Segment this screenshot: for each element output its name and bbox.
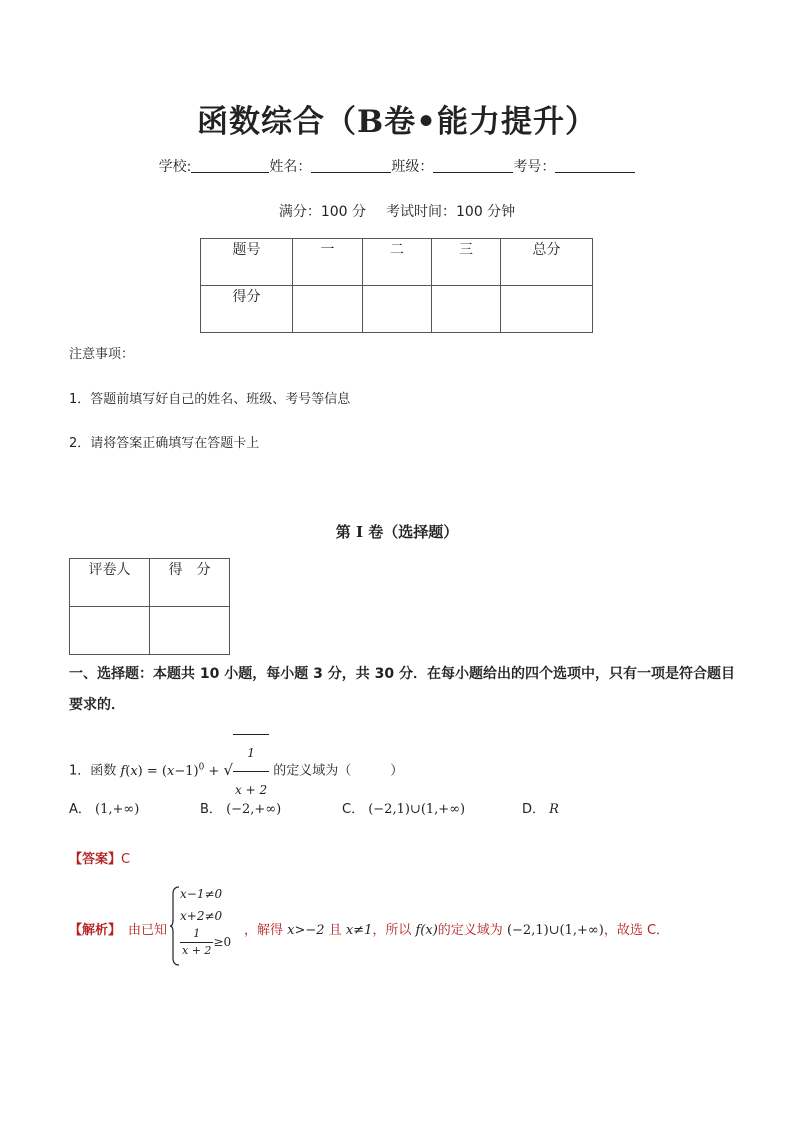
score-cell	[363, 286, 432, 333]
question1-formula: $f(x) = (x-1)^0$ + √ $\frac{1}{x + 2}$	[120, 764, 269, 779]
score-table-score-row	[201, 286, 593, 333]
class-blank	[433, 158, 513, 173]
explain-cond2: x≠1	[345, 923, 373, 938]
explain-result: (−2,1)∪(1,+∞)	[506, 923, 604, 938]
condition-system	[180, 886, 231, 959]
explain-and: 且	[328, 923, 342, 938]
grader-header-cell: 得 分	[150, 559, 230, 607]
explain-end: ，故选 C．	[603, 923, 670, 938]
condition-3: $\frac{1}{x + 2}$ ≥0	[182, 927, 232, 957]
grader-header-cell: 评卷人	[70, 559, 150, 607]
score-table-header-cell: 三	[432, 239, 501, 286]
school-blank	[191, 158, 269, 173]
explain-lead: 由已知	[128, 923, 168, 938]
option-a[interactable]	[69, 798, 139, 817]
grader-table-blank-row	[70, 607, 230, 655]
score-table-header-cell: 总分	[501, 239, 593, 286]
option-label: C．	[342, 802, 365, 817]
exam-time: 考试时间：100 分钟	[386, 204, 516, 220]
exam-number-blank	[555, 158, 635, 173]
grader-table	[69, 558, 230, 655]
school-label: 学校:	[158, 159, 192, 175]
explain-so: ，所以	[372, 923, 412, 938]
answer-value: C	[121, 852, 131, 867]
option-text: (−2,1)∪(1,+∞)	[368, 802, 466, 817]
score-cell	[501, 286, 593, 333]
score-table-header-cell: 一	[293, 239, 363, 286]
option-text: (−2,+∞)	[226, 802, 282, 817]
option-label: B．	[200, 802, 222, 817]
section-title: 第 I 卷（选择题）	[335, 523, 459, 541]
score-table-header-row	[201, 239, 593, 286]
notice-item: 2．请将答案正确填写在答题卡上	[69, 436, 260, 451]
explain-domain: 的定义域为	[437, 923, 503, 938]
explain-body	[244, 919, 669, 938]
notice-title: 注意事项：	[69, 347, 135, 362]
explain-fx: f(x)	[415, 923, 438, 938]
part1-instruction-line1: 一、选择题：本题共 10 小题，每小题 3 分，共 30 分．在每小题给出的四个选项中，只有一项是符合题目	[69, 666, 735, 682]
condition-1: x−1≠0	[180, 887, 223, 901]
notice-item: 1．答题前填写好自己的姓名、班级、考号等信息	[69, 392, 351, 407]
grader-blank-cell	[150, 607, 230, 655]
option-b[interactable]	[200, 798, 281, 817]
option-text: (1,+∞)	[95, 802, 140, 817]
explain-label: 【解析】	[69, 923, 122, 938]
score-table-header-cell: 二	[363, 239, 432, 286]
answer-label: 【答案】	[69, 852, 122, 867]
option-label: A．	[69, 802, 91, 817]
student-info-line	[0, 156, 794, 176]
score-cell	[293, 286, 363, 333]
name-blank	[311, 158, 391, 173]
condition-2: x+2≠0	[180, 909, 223, 923]
score-row-label: 得分	[201, 286, 293, 333]
grader-table-header-row	[70, 559, 230, 607]
score-table-header-cell: 题号	[201, 239, 293, 286]
exam-number-label: 考号：	[513, 159, 556, 175]
part1-instruction-line2: 要求的．	[69, 697, 125, 713]
option-d[interactable]	[522, 798, 559, 817]
option-text: R	[549, 802, 559, 817]
class-label: 班级：	[391, 159, 434, 175]
answer-line	[69, 848, 130, 867]
full-score: 满分：100 分	[278, 204, 366, 220]
score-cell	[432, 286, 501, 333]
name-label: 姓名：	[269, 159, 312, 175]
page-title: 函数综合（B卷•能力提升）	[196, 104, 597, 140]
option-label: D．	[522, 802, 546, 817]
question1-suffix: 的定义域为（ ）	[273, 763, 404, 779]
grader-blank-cell	[70, 607, 150, 655]
explain-cond: x>−2	[287, 923, 325, 938]
score-time-line	[0, 201, 794, 221]
score-table	[200, 238, 593, 333]
question1-prefix: 1．函数	[69, 763, 117, 779]
question1-stem	[69, 734, 403, 808]
option-c[interactable]	[342, 798, 465, 817]
explain-mid: ，解得	[244, 923, 284, 938]
